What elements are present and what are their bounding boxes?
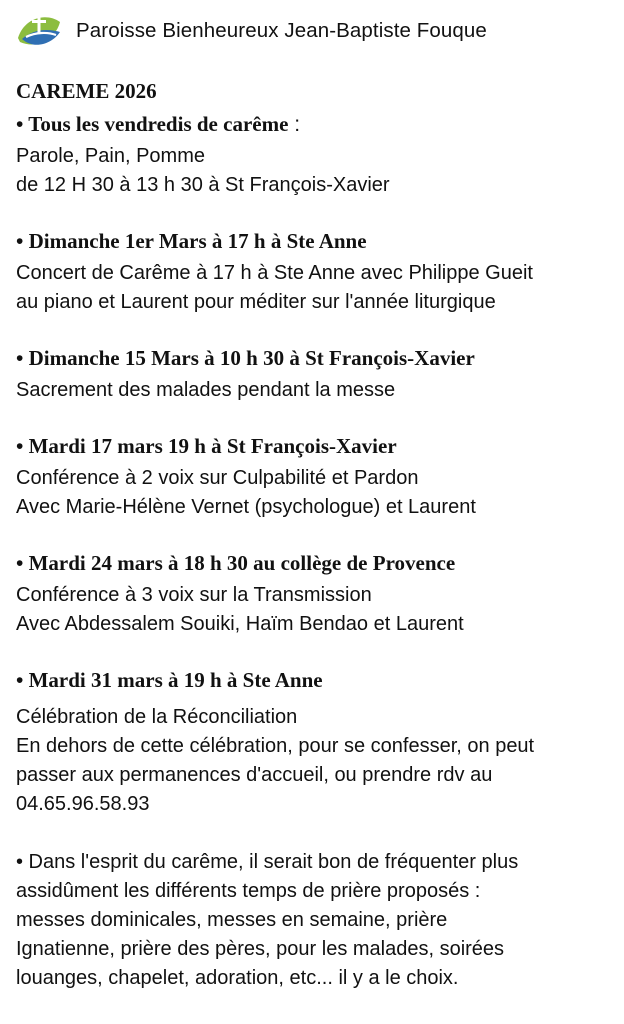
- page-name[interactable]: Paroisse Bienheureux Jean-Baptiste Fouque: [76, 19, 487, 42]
- event-heading-text: Mardi 17 mars 19 h à St François-Xavier: [28, 434, 397, 458]
- bullet: •: [16, 347, 24, 370]
- event-heading: [16, 110, 616, 139]
- event-heading-text: Mardi 24 mars à 18 h 30 au collège de Provence: [28, 551, 456, 575]
- bullet: •: [16, 552, 24, 575]
- event-heading-text: Dimanche 1er Mars à 17 h à Ste Anne: [28, 229, 367, 253]
- event-line: passer aux permanences d'accueil, ou prendre rdv au: [16, 764, 493, 786]
- event-body: [16, 376, 616, 405]
- event-heading: [16, 227, 616, 256]
- event-body: [16, 581, 616, 639]
- bullet: •: [16, 669, 24, 692]
- event-line: Sacrement des malades pendant la messe: [16, 379, 396, 401]
- event-heading: [16, 344, 616, 373]
- closing-line: louanges, chapelet, adoration, etc... il y a le choix.: [16, 967, 459, 989]
- post-header: [16, 8, 487, 54]
- event-1: [16, 110, 616, 200]
- bullet: •: [16, 435, 24, 458]
- event-line: Parole, Pain, Pomme: [16, 145, 205, 167]
- event-line: Célébration de la Réconciliation: [16, 706, 298, 728]
- event-line: Conférence à 2 voix sur Culpabilité et Pardon: [16, 467, 419, 489]
- event-2: [16, 227, 616, 317]
- parish-fish-logo-icon[interactable]: [16, 8, 62, 54]
- event-line: Conférence à 3 voix sur la Transmission: [16, 584, 372, 606]
- event-line: Concert de Carême à 17 h à Ste Anne avec Philippe Gueit: [16, 262, 533, 284]
- post-body: [16, 78, 616, 993]
- event-line: de 12 H 30 à 13 h 30 à St François-Xavier: [16, 174, 390, 196]
- event-body: [16, 142, 616, 200]
- event-5: [16, 549, 616, 639]
- event-4: [16, 432, 616, 522]
- event-heading-text: Mardi 31 mars à 19 h à Ste Anne: [28, 668, 323, 692]
- event-line: Avec Abdessalem Souiki, Haïm Bendao et Laurent: [16, 613, 464, 635]
- event-line: Avec Marie-Hélène Vernet (psychologue) et Laurent: [16, 496, 476, 518]
- bullet: •: [16, 230, 24, 253]
- event-body: [16, 703, 616, 819]
- closing-paragraph: [16, 848, 616, 993]
- closing-line: messes dominicales, messes en semaine, prière: [16, 909, 448, 931]
- event-body: [16, 464, 616, 522]
- phone-number[interactable]: 04.65.96.58.93: [16, 793, 150, 815]
- event-6: [16, 666, 616, 819]
- event-3: [16, 344, 616, 405]
- post-title: CAREME 2026: [16, 79, 157, 103]
- event-heading-text: Tous les vendredis de carême: [28, 112, 289, 136]
- event-heading: [16, 549, 616, 578]
- bullet: •: [16, 113, 24, 136]
- event-heading-tail: :: [288, 113, 301, 136]
- closing-line: assidûment les différents temps de prière proposés :: [16, 880, 481, 902]
- closing-line: Ignatienne, prière des pères, pour les malades, soirées: [16, 938, 505, 960]
- closing-line: • Dans l'esprit du carême, il serait bon de fréquenter plus: [16, 851, 519, 873]
- event-heading: [16, 432, 616, 461]
- event-heading: [16, 666, 616, 695]
- event-line: En dehors de cette célébration, pour se confesser, on peut: [16, 735, 535, 757]
- event-body: [16, 259, 616, 317]
- event-line: au piano et Laurent pour méditer sur l'année liturgique: [16, 291, 496, 313]
- event-heading-text: Dimanche 15 Mars à 10 h 30 à St François-Xavier: [28, 346, 475, 370]
